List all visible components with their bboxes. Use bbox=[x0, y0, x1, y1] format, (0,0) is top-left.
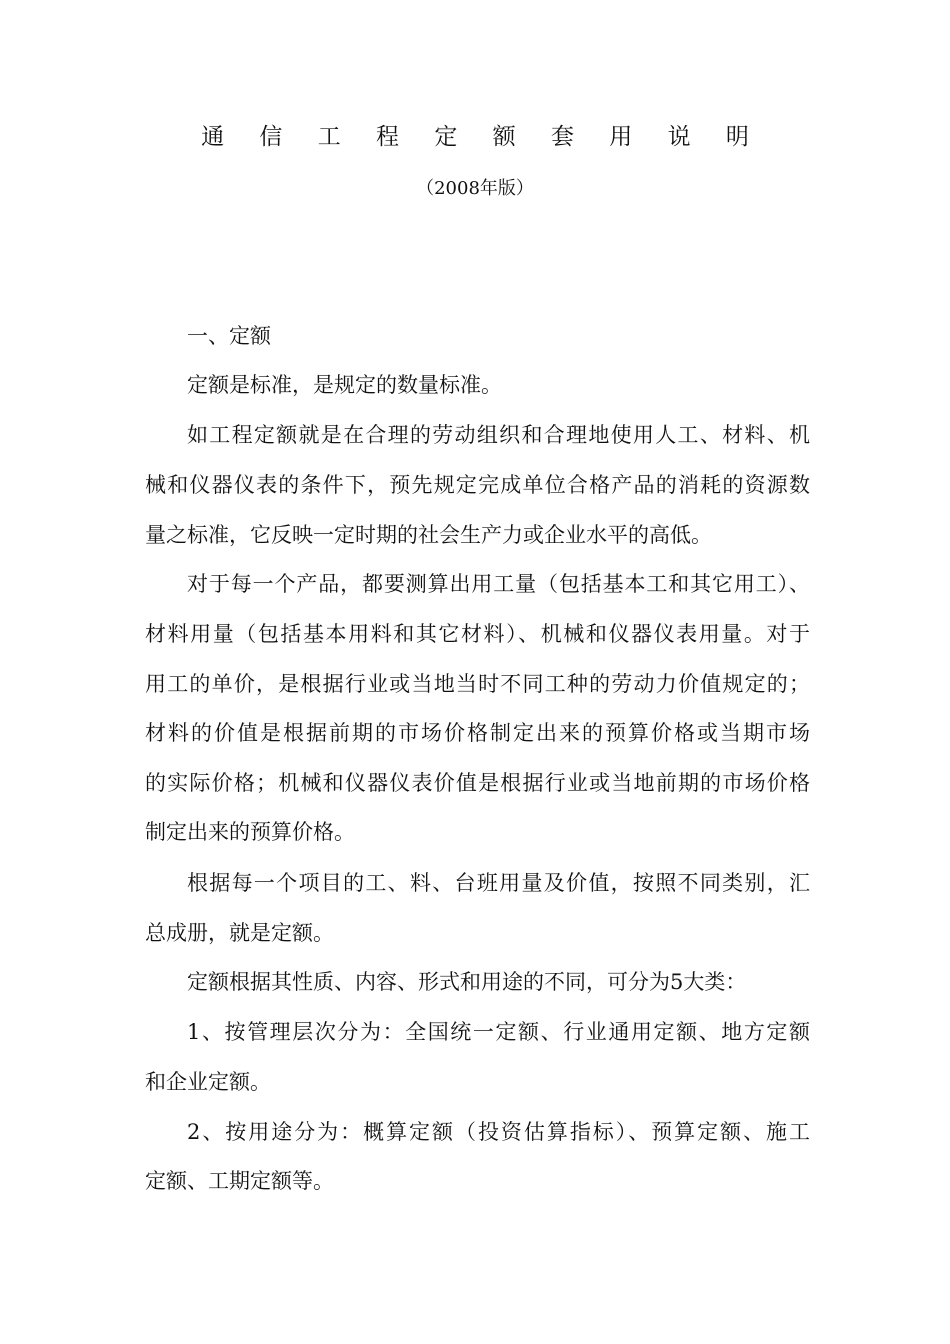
paragraph-line: 定额根据其性质、内容、形式和用途的不同，可分为5大类： bbox=[187, 970, 747, 994]
paragraph-line: 的实际价格；机械和仪器仪表价值是根据行业或当地前期的市场价格 bbox=[145, 771, 810, 795]
paragraph-line: 1、按管理层次分为：全国统一定额、行业通用定额、地方定额 bbox=[187, 1020, 810, 1044]
paragraph-line: 2、按用途分为：概算定额（投资估算指标）、预算定额、施工 bbox=[187, 1120, 810, 1144]
paragraph-line: 材料用量（包括基本用料和其它材料）、机械和仪器仪表用量。对于 bbox=[145, 622, 810, 646]
document-title: 通 信 工 程 定 额 套 用 说 明 bbox=[201, 124, 763, 150]
section-heading: 一、定额 bbox=[187, 324, 271, 348]
paragraph-line: 材料的价值是根据前期的市场价格制定出来的预算价格或当期市场 bbox=[145, 721, 810, 745]
paragraph-line: 制定出来的预算价格。 bbox=[145, 820, 355, 844]
paragraph-line: 定额、工期定额等。 bbox=[145, 1169, 334, 1193]
paragraph-line: 总成册，就是定额。 bbox=[145, 921, 334, 945]
paragraph-line: 量之标准，它反映一定时期的社会生产力或企业水平的高低。 bbox=[145, 523, 712, 547]
paragraph-line: 用工的单价，是根据行业或当地当时不同工种的劳动力价值规定的； bbox=[145, 672, 810, 696]
document-subtitle: （2008年版） bbox=[416, 178, 534, 199]
paragraph-line: 和企业定额。 bbox=[145, 1070, 271, 1094]
paragraph-line: 根据每一个项目的工、料、台班用量及价值，按照不同类别，汇 bbox=[187, 871, 810, 895]
paragraph-line: 如工程定额就是在合理的劳动组织和合理地使用人工、材料、机 bbox=[187, 423, 810, 447]
paragraph-line: 械和仪器仪表的条件下，预先规定完成单位合格产品的消耗的资源数 bbox=[145, 473, 810, 497]
paragraph-line: 定额是标准，是规定的数量标准。 bbox=[187, 373, 502, 397]
paragraph-line: 对于每一个产品，都要测算出用工量（包括基本工和其它用工）、 bbox=[187, 572, 810, 596]
